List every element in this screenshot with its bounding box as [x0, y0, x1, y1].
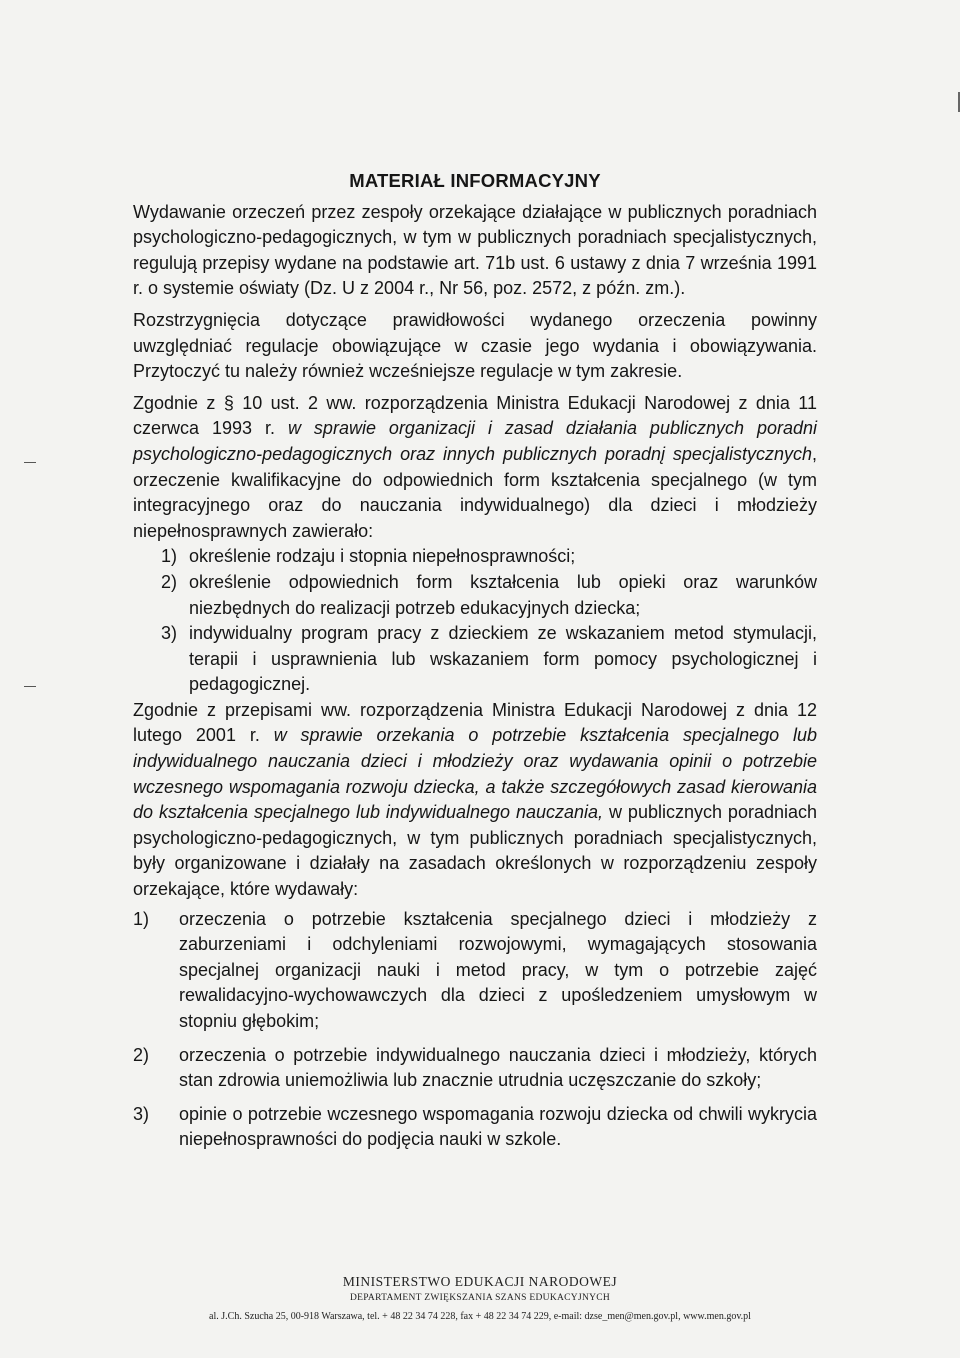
list-text: określenie odpowiednich form kształcenia lub opieki oraz warunków niezbędnych do realizacji potrzeb edukacyjnych dziecka;: [189, 571, 817, 618]
list-text: indywidualny program pracy z dzieckiem ze wskazaniem metod stymulacji, terapii i usprawnienia lub wskazaniem form pomocy psychologicznej i pedagogicznej.: [189, 623, 817, 695]
list-number: 2): [133, 1044, 150, 1065]
list-text: orzeczenia o potrzebie kształcenia specjalnego dzieci i młodzieży z zaburzeniami i odchyleniami rozwojowymi, wymagających stosowania specjalnej organizacji nauki i metod pracy, w tym o potrzebie zajęć rewalidacyjno-wychowawczych dla dzieci z upośledzeniem umysłowym w stopniu głębokim;: [179, 908, 817, 1031]
footer-ministry: MINISTERSTWO EDUKACJI NARODOWEJ: [342, 1274, 618, 1289]
margin-mark: [24, 686, 36, 687]
regulation-title: w sprawie organizacji i zasad działania publicznych poradni psychologiczno-pedagogicznych oraz innych publicznych poradnį specjalistycznych: [133, 418, 817, 464]
paragraph-legal-basis: Wydawanie orzeczeń przez zespoły orzekające działające w publicznych poradniach psychologiczno-pedagogicznych, w tym w publicznych poradniach specjalistycznych, regulują przepisy wydane na podstawie art. 71b ust. 6 ustawy z dnia 7 września 1991 r. o systemie oświaty (Dz. U z 2004 r., Nr 56, poz. 2572, z późn. zm.).: [133, 201, 817, 299]
list-number: 1): [133, 908, 150, 929]
list-item: [133, 621, 817, 698]
list-item: [133, 1043, 817, 1094]
list-item: [133, 1102, 817, 1153]
orzeczenie-contents-list: [133, 544, 817, 698]
paragraph-text: , orzeczenie kwalifikacyjne do odpowiednich form kształcenia specjalnego (w tym integracyjnego oraz do nauczania indywidualnego) dla dzieci i młodzieży niepełnosprawnych zawierało:: [133, 443, 817, 541]
list-item: [133, 570, 817, 621]
paragraph-text: Zgodnie z § 10 ust. 2 ww. rozporządzenia Ministra Edukacji Narodowej z dnia 11 czerwca 1993 r.: [133, 392, 817, 439]
margin-mark: [24, 462, 36, 463]
paragraph-regulations: Rozstrzygnięcia dotyczące prawidłowości wydanego orzeczenia powinny uwzględniać regulacje obowiązujące w czasie jego wydania i obowiązywania. Przytoczyć tu należy również wcześniejsze regulacje w tym zakresie.: [133, 309, 817, 382]
zespoly-outputs-list: [133, 907, 817, 1153]
list-number: 3): [161, 623, 178, 644]
document-title: MATERIAŁ INFORMACYJNY: [349, 170, 601, 191]
list-item: [133, 544, 817, 570]
list-number: 2): [161, 571, 178, 592]
list-text: orzeczenia o potrzebie indywidualnego nauczania dzieci i młodzieży, których stan zdrowia uniemożliwia lub znacznie utrudnia uczęszczanie do szkoły;: [179, 1044, 817, 1091]
paragraph-2001-regulation: [133, 698, 817, 903]
list-item: [133, 907, 817, 1035]
footer-address: al. J.Ch. Szucha 25, 00-918 Warszawa, tel. + 48 22 34 74 228, fax + 48 22 34 74 229, e-mail: dzse_men@men.gov.pl, www.men.gov.pl: [209, 1311, 751, 1322]
paragraph-1993-regulation: [133, 391, 817, 545]
paragraph-text: Zgodnie z przepisami ww. rozporządzenia Ministra Edukacji Narodowej z dnia 12 lutego 2001 r.: [133, 699, 817, 746]
paragraph-text: w publicznych poradniach psychologiczno-pedagogicznych, w tym publicznych poradniach specjalistycznych, były organizowane i działały na zasadach określonych w rozporządzeniu zespoły orzekające, które wydawały:: [133, 802, 817, 900]
list-number: 3): [133, 1103, 150, 1124]
letterhead-footer: [0, 1274, 960, 1322]
list-number: 1): [161, 546, 178, 567]
document-body: [133, 168, 817, 1161]
list-text: opinie o potrzebie wczesnego wspomagania rozwoju dziecka od chwili wykrycia niepełnosprawności do podjęcia nauki w szkole.: [179, 1103, 817, 1150]
footer-department: DEPARTAMENT ZWIĘKSZANIA SZANS EDUKACYJNYCH: [349, 1293, 611, 1303]
regulation-title: w sprawie orzekania o potrzebie kształcenia specjalnego lub indywidualnego nauczania dzieci i młodzieży oraz wydawania opinii o potrzebie wczesnego wspomagania rozwoju dziecka, a także szczegółowych zasad kierowania do kształcenia specjalnego lub indywidualnego nauczania,: [133, 725, 817, 823]
list-text: określenie rodzaju i stopnia niepełnosprawności;: [189, 546, 576, 567]
